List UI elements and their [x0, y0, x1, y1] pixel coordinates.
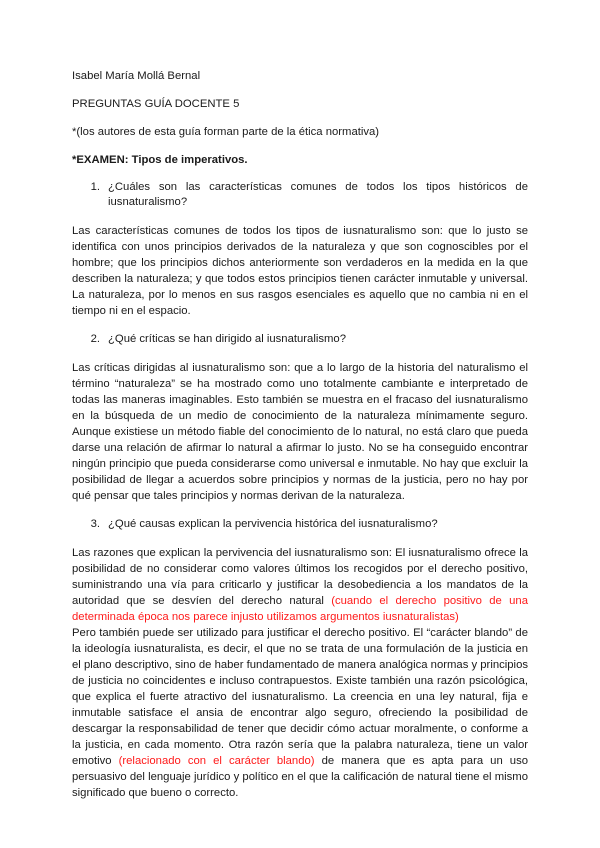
question-number: 2. [90, 333, 100, 345]
authors-note: *(los autores de esta guía forman parte de la ética normativa) [72, 126, 380, 138]
answer-text: Las razones que explican la pervivencia del iusnaturalismo son: El iusnaturalismo ofrece la posibilidad de no considerar como valores últimos los recogidos por el derecho positivo, suministrando una vía para criticarlo y justificar la desobediencia a los mandatos de la autoridad que se desvíen del derecho natural [72, 547, 528, 607]
question-1 [72, 180, 528, 210]
highlighted-note: (relacionado con el carácter blando) [118, 755, 315, 767]
exam-heading: *EXAMEN: Tipos de imperativos. [72, 154, 248, 166]
document-title: PREGUNTAS GUÍA DOCENTE 5 [72, 98, 240, 110]
answer-text: de manera que es apta para un uso persuasivo del lenguaje jurídico y político en el que la calificación de natural tiene el mismo significado que bueno o correcto. [72, 755, 529, 799]
document-page [72, 68, 528, 814]
highlighted-note: (cuando el derecho positivo de una determinada época nos parece injusto utilizamos argumentos iusnaturalistas) [72, 595, 528, 623]
answer-3-paragraph-2 [72, 625, 528, 801]
question-3 [72, 517, 528, 532]
question-number: 1. [90, 181, 100, 193]
question-number: 3. [90, 518, 100, 530]
answer-2: Las críticas dirigidas al iusnaturalismo son: que a lo largo de la historia del naturalismo el término “naturaleza” se ha mostrado como uno totalmente cambiante e interpretado de todas las maneras imaginables. Esto también se muestra en el fracaso del iusnaturalismo en la búsqueda de un medio de conocimiento de la naturaleza mínimamente seguro. Aunque existiese un método fiable del conocimiento de lo natural, no está claro que pueda darse una relación de afirmar lo natural a afirmar lo justo. No se ha conseguido encontrar ningún principio que pueda considerarse como universal e inmutable. No hay que excluir la posibilidad de llegar a acuerdos sobre principios y normas de la justicia, pero no hay por qué pensar que tales principios y normas derivan de la naturaleza. [72, 362, 528, 502]
answer-3-paragraph-1 [72, 545, 528, 625]
answer-text: Pero también puede ser utilizado para justificar el derecho positivo. El “carácter blando” de la ideología iusnaturalista, es decir, el que no se trata de una formulación de la justicia en el plano descriptivo, sino de haber fundamentado de manera analógica normas y principios de justicia no coincidentes e incluso contrapuestos. Existe también una razón psicológica, que explica el fuerte atractivo del iusnaturalismo. La creencia en una ley natural, fija e inmutable satisface el ansia de encontrar algo seguro, ofreciendo la posibilidad de descargar la responsabilidad de tener que decidir cómo actuar moralmente, o conforme a la justicia, en cada momento. Otra razón sería que la palabra naturaleza, tiene un valor emotivo [72, 627, 528, 767]
question-2 [72, 332, 528, 347]
question-text: ¿Qué causas explican la pervivencia histórica del iusnaturalismo? [108, 518, 438, 530]
question-text: ¿Qué críticas se han dirigido al iusnaturalismo? [108, 333, 346, 345]
answer-1: Las características comunes de todos los tipos de iusnaturalismo son: que lo justo se identifica con unos principios derivados de la naturaleza y que son cognoscibles por el hombre; que los principios dichos anteriormente son verdaderos en la medida en la que describen la naturaleza; y que todos estos principios tienen carácter inmutable y universal. La naturaleza, por lo menos en sus rasgos esenciales es aquello que no cambia ni en el tiempo ni en el espacio. [72, 225, 528, 317]
author-name: Isabel María Mollá Bernal [72, 70, 201, 82]
question-text: ¿Cuáles son las características comunes de todos los tipos históricos de iusnaturalismo? [108, 181, 528, 208]
